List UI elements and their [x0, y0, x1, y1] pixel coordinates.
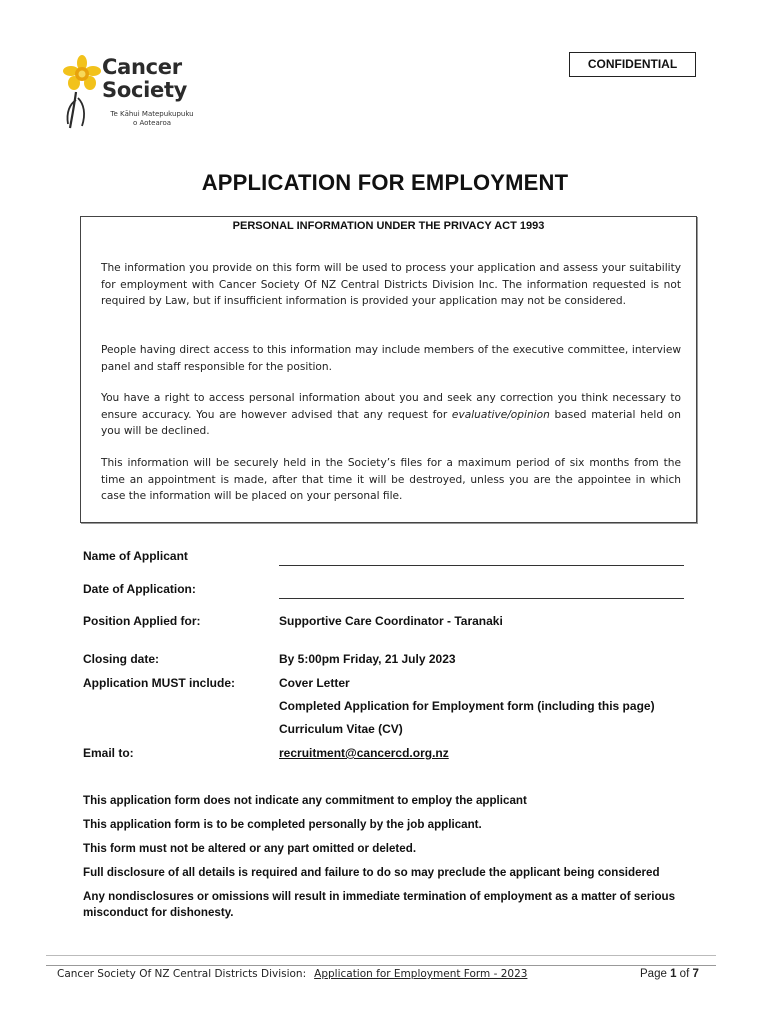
- privacy-heading: PERSONAL INFORMATION UNDER THE PRIVACY ACT 1993: [232, 220, 545, 232]
- page-number: Page 1 of 7: [640, 968, 699, 980]
- privacy-paragraph-1: The information you provide on this form will be used to process your application and assess your suitability for employment with Cancer Society Of NZ Central Districts Division Inc. The information requested is not required by Law, but if insufficient information is provided your application may not be considered.: [101, 262, 681, 307]
- notice-item: This application form is to be completed personally by the job applicant.: [83, 818, 482, 831]
- include-item: Curriculum Vitae (CV): [279, 722, 403, 736]
- notice-item: This application form does not indicate any commitment to employ the applicant: [83, 794, 527, 807]
- privacy-paragraph-4: This information will be securely held in the Society’s files for a maximum period of six months from the time an appointment is made, after that time it will be destroyed, unless you are the appointee in which case the information will be placed on your personal file.: [101, 457, 681, 502]
- closing-date-value: By 5:00pm Friday, 21 July 2023: [279, 652, 456, 666]
- page-title: APPLICATION FOR EMPLOYMENT: [201, 170, 569, 195]
- footer-org: Cancer Society Of NZ Central Districts Division: Application for Employment Form - 2023: [57, 968, 528, 980]
- footer-divider: [46, 965, 716, 966]
- footer-form-name: Application for Employment Form - 2023: [314, 968, 528, 980]
- privacy-paragraph-3: You have a right to access personal information about you and seek any correction you think necessary to ensure accuracy. You are however advised that any request for evaluative/opinion based material held on you will be declined.: [101, 392, 681, 437]
- include-label: Application MUST include:: [83, 676, 235, 690]
- date-field[interactable]: [279, 598, 684, 599]
- cancer-society-logo: [62, 52, 212, 132]
- daffodil-icon: [62, 52, 102, 130]
- notice-item: Any nondisclosures or omissions will result in immediate termination of employment as a matter of serious misconduct for dishonesty.: [83, 890, 676, 919]
- name-field[interactable]: [279, 565, 684, 566]
- notice-item: This form must not be altered or any part omitted or deleted.: [83, 842, 417, 855]
- include-item: Completed Application for Employment form (including this page): [279, 699, 655, 713]
- privacy-paragraph-2: People having direct access to this information may include members of the executive committee, interview panel and staff responsible for the position.: [101, 344, 681, 373]
- email-label: Email to:: [83, 746, 134, 760]
- email-link[interactable]: recruitment@cancercd.org.nz: [279, 746, 449, 760]
- include-item: Cover Letter: [279, 676, 350, 690]
- position-value: Supportive Care Coordinator - Taranaki: [279, 614, 503, 628]
- notice-item: Full disclosure of all details is required and failure to do so may preclude the applicant being considered: [83, 866, 660, 879]
- logo-subtitle: Te Kāhui Matepukupuku o Aotearoa: [110, 110, 194, 127]
- privacy-notice-box: [80, 216, 697, 523]
- footer-divider: [46, 955, 716, 956]
- name-label: Name of Applicant: [83, 549, 188, 563]
- logo-wordmark: Cancer Society: [102, 55, 188, 102]
- position-label: Position Applied for:: [83, 614, 201, 628]
- confidential-label: CONFIDENTIAL: [569, 52, 696, 77]
- closing-date-label: Closing date:: [83, 652, 160, 666]
- date-label: Date of Application:: [83, 582, 196, 596]
